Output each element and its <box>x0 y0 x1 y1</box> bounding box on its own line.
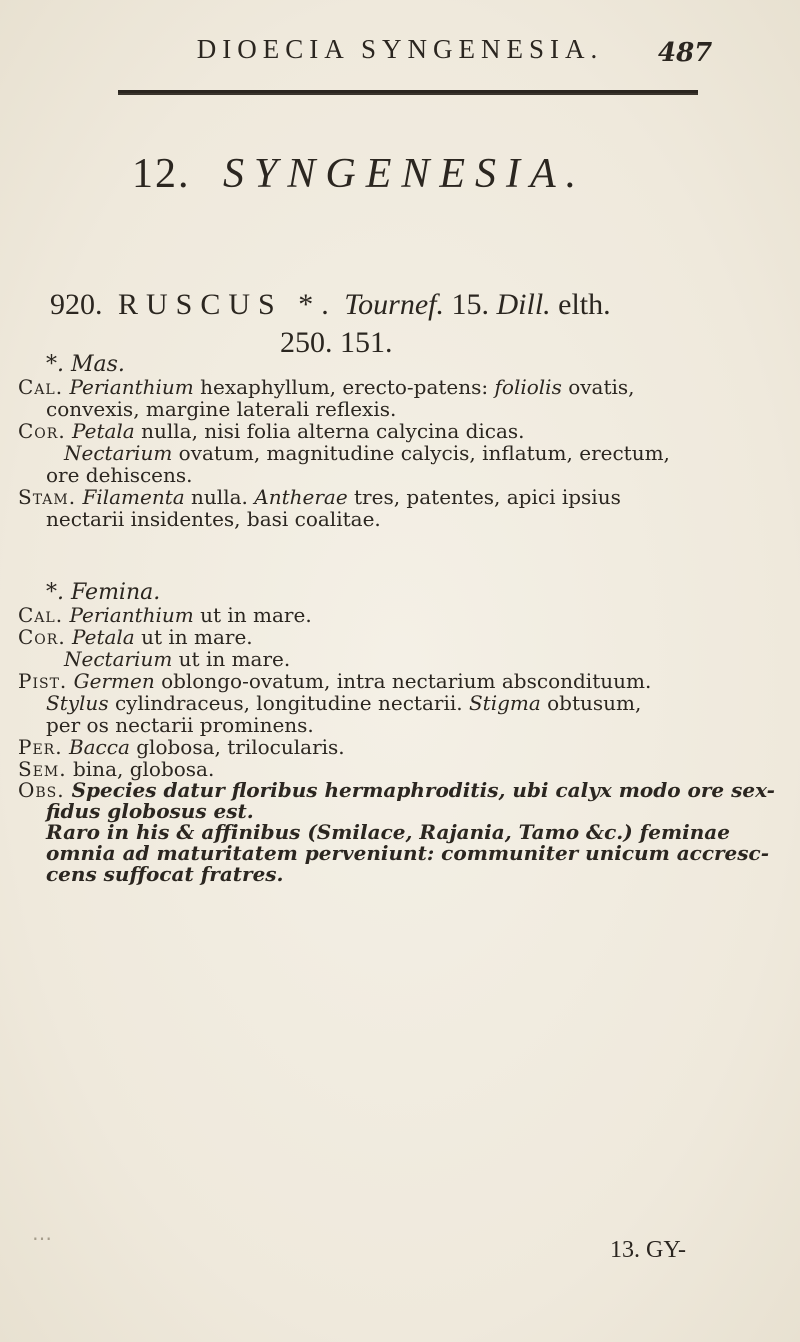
nectarium-term: Nectarium <box>64 441 173 465</box>
calyx-text-end: ovatis, <box>568 375 635 399</box>
pericarp-label: Per. <box>18 735 63 759</box>
femina-heading: *. Femina. <box>46 580 161 605</box>
observation-section <box>18 780 788 885</box>
stigma-term: Stigma <box>468 691 541 715</box>
running-head: DIOECIA SYNGENESIA. <box>196 34 604 64</box>
germen-term: Germen <box>73 669 155 693</box>
genus-number: 920. <box>50 288 103 321</box>
perianthium-term: Perianthium <box>69 375 194 399</box>
femina-section <box>18 582 788 780</box>
mas-calyx-line-2: convexis, margine laterali reflexis. <box>46 397 397 421</box>
femina-seed-line <box>18 758 788 780</box>
antherae-term: Antherae <box>254 485 348 509</box>
femina-pistil-line-3: per os nectarii prominens. <box>46 713 314 737</box>
stamen-label: Stam. <box>18 485 77 509</box>
femina-calyx-line <box>18 604 788 626</box>
seed-text: bina, globosa. <box>72 757 215 781</box>
stigma-text: obtusum, <box>547 691 642 715</box>
stamen-text-end: tres, patentes, apici ipsius <box>354 485 621 509</box>
pistil-label: Pist. <box>18 669 68 693</box>
header-rule <box>118 90 698 93</box>
femina-corolla-line <box>18 626 788 648</box>
femina-nectarium-line <box>18 648 788 670</box>
mas-heading: *. Mas. <box>46 352 125 377</box>
stamen-text: nulla. <box>191 485 248 509</box>
catchword: 13. GY- <box>610 1237 686 1263</box>
page-number: 487 <box>658 38 713 68</box>
class-heading <box>132 150 586 198</box>
class-number: 12. <box>132 151 191 197</box>
mas-section <box>18 354 788 530</box>
mas-nectarium-line-2: ore dehiscens. <box>46 463 193 487</box>
pericarp-text: globosa, trilocularis. <box>136 735 345 759</box>
reference-tournefort-number: 15. <box>451 288 489 321</box>
reference-dillenius-numbers: 250. 151. <box>280 326 393 359</box>
genus-name: RUSCUS *. <box>118 288 337 321</box>
ink-smudge: ⋯ <box>32 1226 52 1250</box>
filamenta-term: Filamenta <box>82 485 185 509</box>
obs-line-1 <box>18 780 788 801</box>
petala-term: Petala <box>72 625 135 649</box>
nectarium-term: Nectarium <box>64 647 173 671</box>
calyx-label: Cal. <box>18 375 64 399</box>
femina-pericarp-line <box>18 736 788 758</box>
class-name: SYNGENESIA. <box>223 151 587 197</box>
obs-line-5: cens suffocat fratres. <box>46 862 284 886</box>
calyx-text: ut in mare. <box>200 603 312 627</box>
seed-label: Sem. <box>18 757 67 781</box>
femina-pistil-line-1 <box>18 670 788 692</box>
pistil-text: oblongo-ovatum, intra nectarium abscondituum. <box>161 669 652 693</box>
reference-dillenius-work: elth. <box>558 288 611 321</box>
calyx-label: Cal. <box>18 603 64 627</box>
femina-pistil-line-2 <box>18 692 788 714</box>
stylus-text: cylindraceus, longitudine nectarii. <box>114 691 463 715</box>
mas-corolla-line <box>18 420 788 442</box>
corolla-text: ut in mare. <box>141 625 253 649</box>
obs-line-3: Raro in his & affinibus (Smilace, Rajania, Tamo &c.) feminae <box>46 820 730 844</box>
reference-dillenius: Dill. <box>496 288 551 321</box>
obs-line-2: fidus globosus est. <box>46 799 254 823</box>
obs-line-4: omnia ad maturitatem perveniunt: communiter unicum accresc- <box>46 841 770 865</box>
corolla-label: Cor. <box>18 625 66 649</box>
petala-term: Petala <box>72 419 135 443</box>
genus-heading <box>50 286 790 362</box>
mas-nectarium-line-1 <box>18 442 788 464</box>
mas-stamen-line-1 <box>18 486 788 508</box>
obs-text-1: Species datur floribus hermaphroditis, ubi calyx modo ore sex- <box>71 778 775 802</box>
corolla-text: nulla, nisi folia alterna calycina dicas. <box>141 419 525 443</box>
nectarium-text: ut in mare. <box>178 647 291 671</box>
obs-label: Obs. <box>18 778 65 802</box>
perianthium-term: Perianthium <box>69 603 194 627</box>
foliolis-term: foliolis <box>494 375 562 399</box>
mas-stamen-line-2: nectarii insidentes, basi coalitae. <box>46 507 381 531</box>
calyx-text: hexaphyllum, erecto-patens: <box>200 375 489 399</box>
nectarium-text: ovatum, magnitudine calycis, inflatum, erectum, <box>178 441 670 465</box>
stylus-term: Stylus <box>46 691 109 715</box>
corolla-label: Cor. <box>18 419 66 443</box>
bacca-term: Bacca <box>68 735 130 759</box>
reference-tournefort: Tournef. <box>344 288 444 321</box>
mas-calyx-line-1 <box>18 376 788 398</box>
